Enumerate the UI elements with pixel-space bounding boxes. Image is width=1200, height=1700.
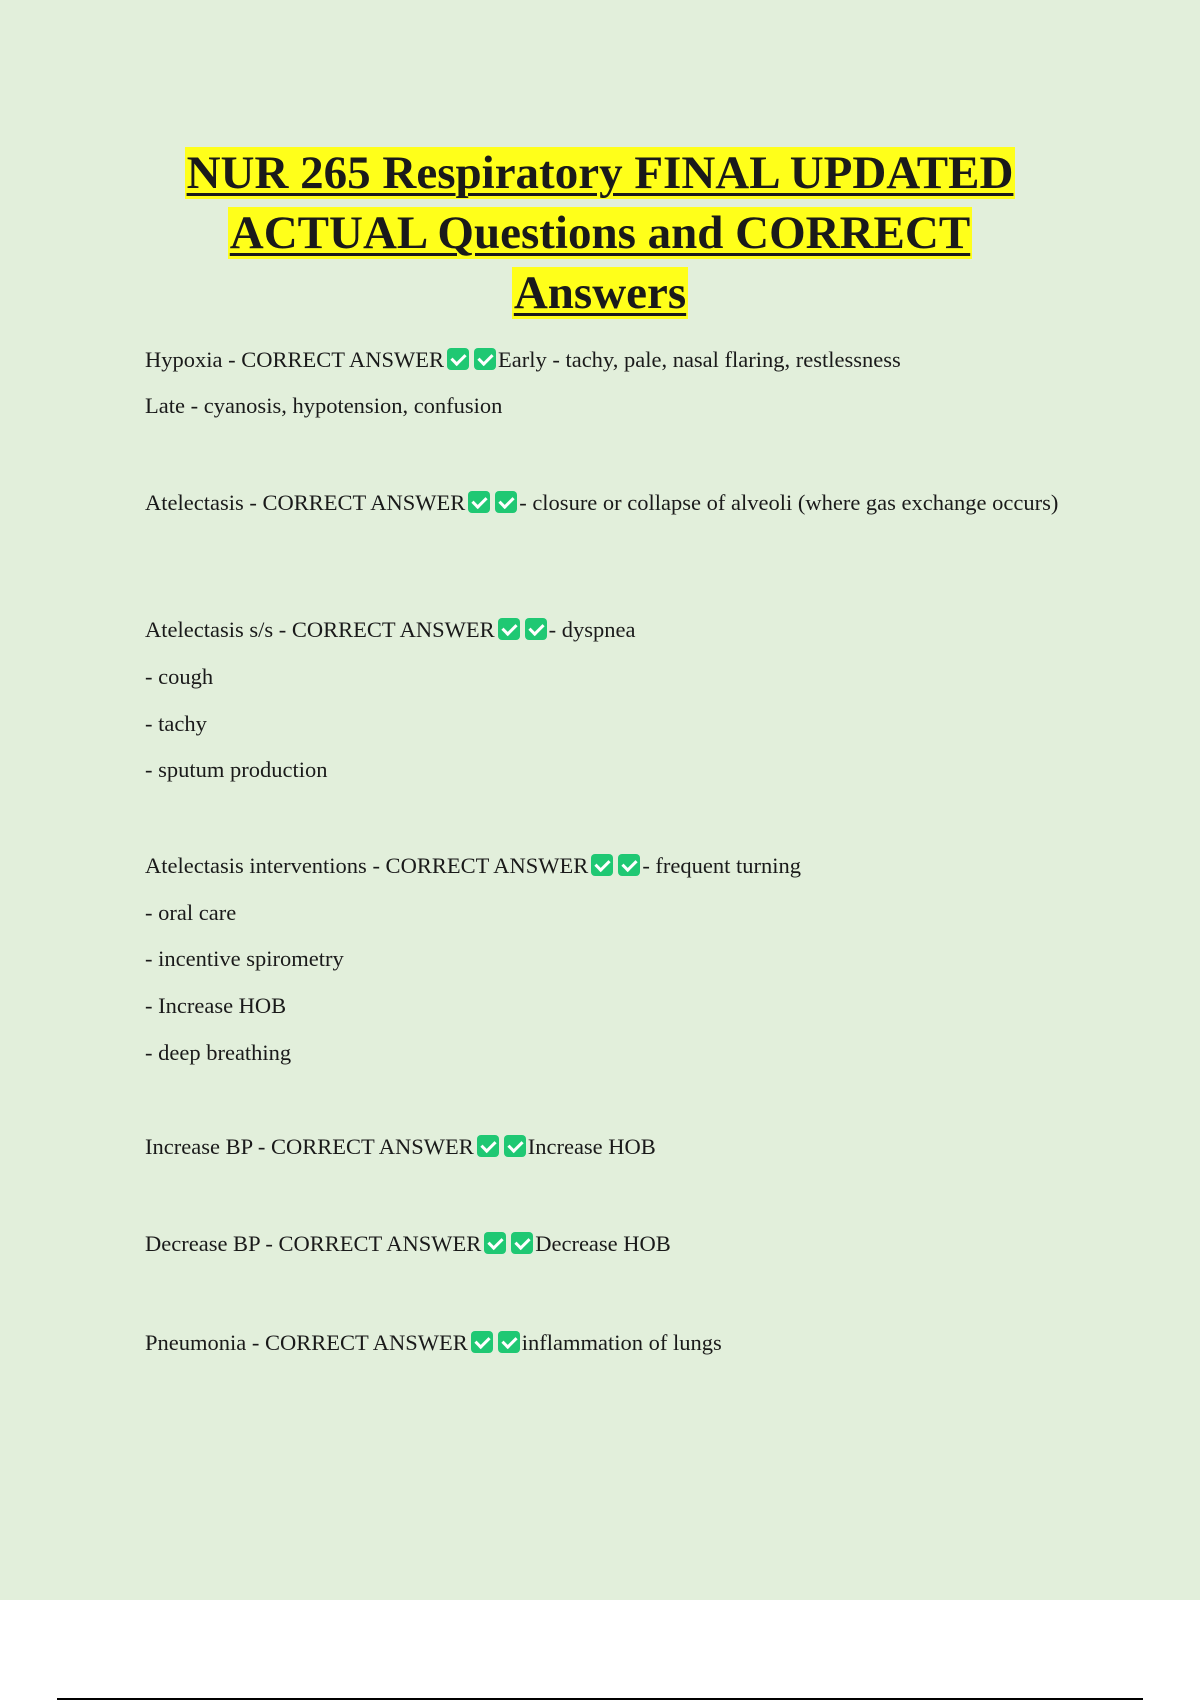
- qa-entry-decrease-bp: [145, 1229, 1065, 1259]
- check-mark-icon: [618, 854, 640, 876]
- answer-text: - closure or collapse of alveoli (where gas exchange occurs): [519, 490, 1059, 515]
- question-term: Decrease BP - CORRECT ANSWER: [145, 1231, 482, 1256]
- answer-text: inflammation of lungs: [521, 1330, 722, 1355]
- check-mark-icon: [477, 1135, 499, 1157]
- check-mark-icon: [525, 618, 547, 640]
- check-mark-icon: [484, 1232, 506, 1254]
- answer-text: Early - tachy, pale, nasal flaring, restlessness: [497, 347, 901, 372]
- question-term: Pneumonia - CORRECT ANSWER: [145, 1330, 468, 1355]
- title-line-1: NUR 265 Respiratory FINAL UPDATED: [186, 147, 1014, 199]
- answer-line: - cough: [145, 664, 214, 689]
- question-term: Atelectasis s/s - CORRECT ANSWER: [145, 617, 495, 642]
- answer-text: - frequent turning: [642, 853, 802, 878]
- question-term: Hypoxia - CORRECT ANSWER: [145, 347, 444, 372]
- answer-line: - incentive spirometry: [145, 946, 344, 971]
- question-term: Atelectasis interventions - CORRECT ANSWER: [145, 853, 589, 878]
- answer-text: Increase HOB: [527, 1134, 656, 1159]
- answer-line: - tachy: [145, 711, 207, 736]
- qa-entry-atelectasis-signs: [145, 615, 1065, 645]
- question-term: Atelectasis - CORRECT ANSWER: [145, 490, 466, 515]
- qa-entry-pneumonia: [145, 1328, 1065, 1358]
- check-mark-icon: [511, 1232, 533, 1254]
- check-mark-icon: [471, 1331, 493, 1353]
- answer-line: - oral care: [145, 900, 237, 925]
- qa-entry-increase-bp: [145, 1132, 1065, 1162]
- answer-line: Late - cyanosis, hypotension, confusion: [145, 393, 503, 418]
- check-mark-icon: [591, 854, 613, 876]
- answer-text: - dyspnea: [548, 617, 636, 642]
- check-mark-icon: [447, 348, 469, 370]
- document-title: [0, 143, 1200, 323]
- check-mark-icon: [474, 348, 496, 370]
- qa-entry-atelectasis-interventions: [145, 851, 1065, 881]
- answer-line: - Increase HOB: [145, 993, 287, 1018]
- qa-entry-hypoxia: [145, 345, 1065, 375]
- qa-entry-atelectasis: [145, 488, 1065, 518]
- answer-line: - sputum production: [145, 757, 328, 782]
- question-term: Increase BP - CORRECT ANSWER: [145, 1134, 474, 1159]
- title-line-2: ACTUAL Questions and CORRECT: [229, 207, 971, 259]
- check-mark-icon: [498, 1331, 520, 1353]
- check-mark-icon: [498, 618, 520, 640]
- check-mark-icon: [504, 1135, 526, 1157]
- title-line-3: Answers: [513, 267, 687, 319]
- check-mark-icon: [495, 491, 517, 513]
- check-mark-icon: [468, 491, 490, 513]
- answer-line: - deep breathing: [145, 1040, 292, 1065]
- answer-text: Decrease HOB: [535, 1231, 671, 1256]
